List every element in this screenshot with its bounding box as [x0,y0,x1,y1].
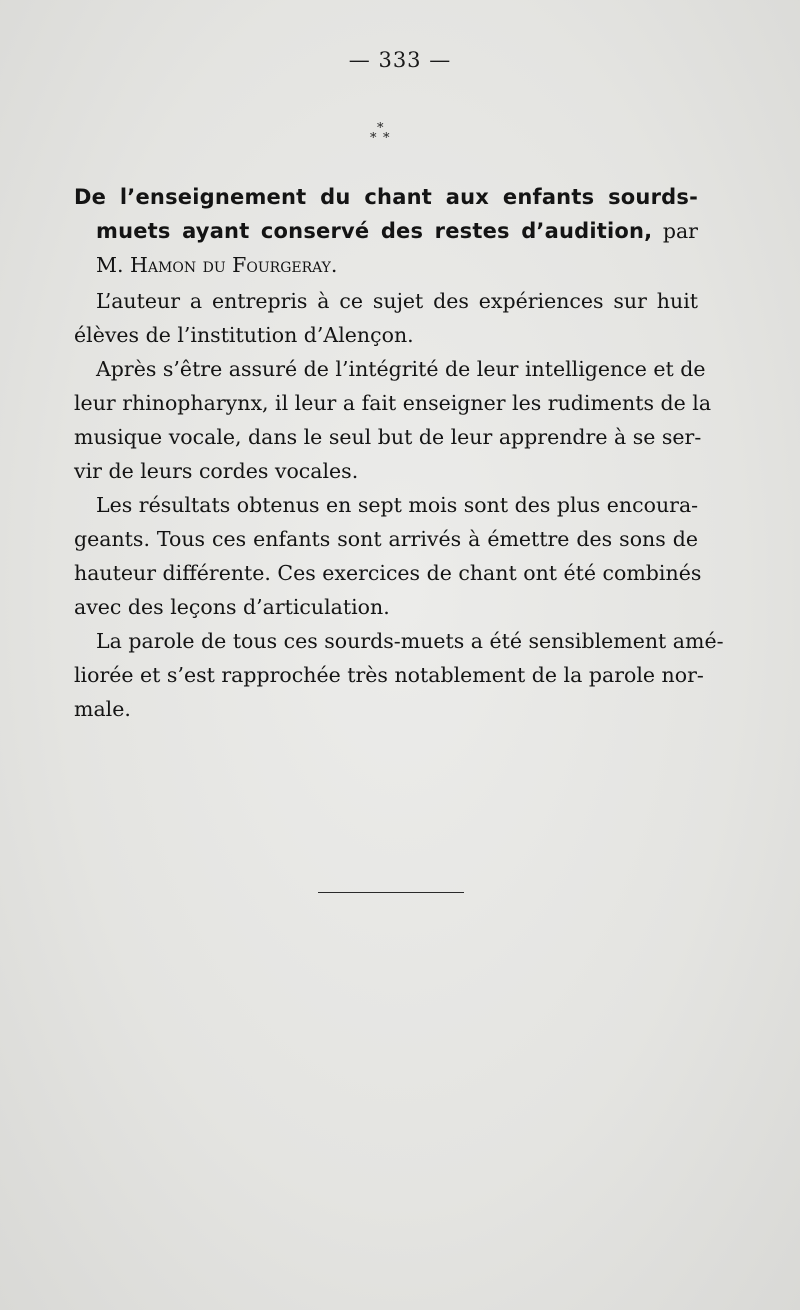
section-divider-rule [318,892,464,893]
author-line: M. Hamon du Fourgeray. [96,253,338,277]
asterism-star: * [377,121,384,136]
title-line: De l’enseignement du chant aux enfants sourds- [74,185,698,209]
paragraph: L’auteur a entrepris à ce sujet des expériences sur huit élèves de l’institution d’Alençon. [74,289,698,347]
author-name: Hamon du Fourgeray. [130,253,338,277]
title-par: par [662,219,698,243]
asterism-star: * [370,131,377,146]
title-line: muets ayant conservé des restes d’audition, par [96,219,698,243]
paragraph: La parole de tous ces sourds-muets a été sensiblement amé- liorée et s’est rapprochée très notablement de la parole nor- male. [74,629,724,721]
article-heading [74,180,698,282]
asterism-star: * [383,131,390,146]
page-number: — 333 — [348,48,452,72]
asterism-separator [366,122,396,148]
paragraph: Les résultats obtenus en sept mois sont des plus encoura- geants. Tous ces enfants sont arrivés à émettre des sons de hauteur différente. Ces exercices de chant ont été combinés avec des leçons d’articulation. [74,493,702,619]
paragraph: Après s’être assuré de l’intégrité de leur intelligence et de leur rhinopharynx, il leur a fait enseigner les rudiments de la musique vocale, dans le seul but de leur apprendre à se ser- vir de leurs cordes vocales. [74,357,712,483]
article-body [74,284,724,726]
